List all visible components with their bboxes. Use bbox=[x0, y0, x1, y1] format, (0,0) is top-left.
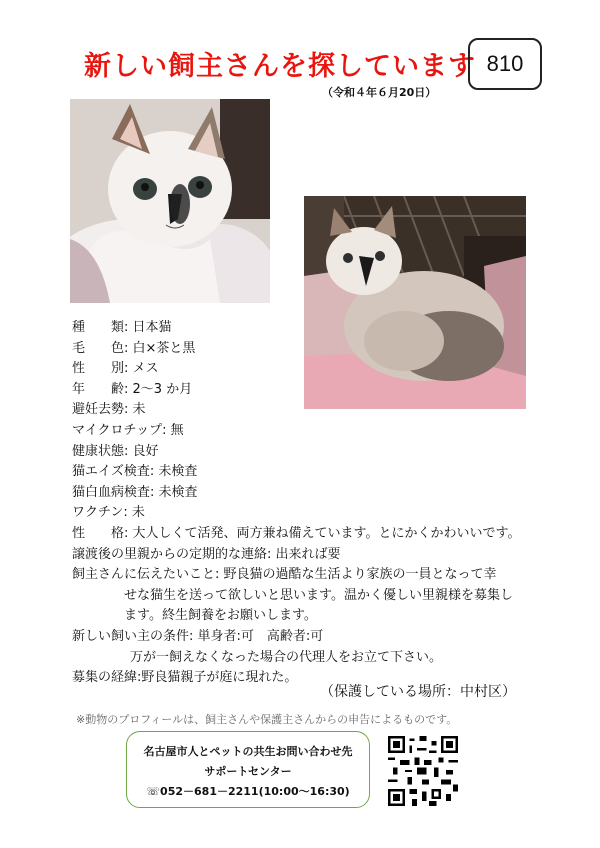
contact-box bbox=[126, 731, 370, 808]
id-number-box: 810 bbox=[468, 38, 542, 90]
cat-photo-held-image bbox=[70, 99, 270, 303]
disclaimer-note: ※動物のプロフィールは、飼主さんや保護主さんからの申告によるものです。 bbox=[76, 713, 458, 726]
profile-sex: 性 別: メス bbox=[72, 361, 159, 377]
profile-message-line2: せな猫生を送って欲しいと思います。温かく優しい里親様を募集し bbox=[124, 587, 513, 603]
shelter-location: （保護している場所：中村区） bbox=[320, 684, 516, 700]
cat-photo-held bbox=[70, 99, 270, 303]
contact-org: 名古屋市人とペットの共生お問い合わせ先 bbox=[143, 745, 353, 758]
profile-spay: 避妊去勢: 未 bbox=[72, 402, 146, 418]
qr-code[interactable] bbox=[388, 736, 458, 806]
profile-vaccine: ワクチン: 未 bbox=[72, 505, 145, 521]
profile-color: 毛 色: 白×茶と黒 bbox=[72, 340, 196, 356]
cat-profile bbox=[72, 318, 542, 689]
profile-microchip: マイクロチップ: 無 bbox=[72, 422, 184, 438]
profile-health: 健康状態: 良好 bbox=[72, 443, 159, 459]
profile-message: 飼主さんに伝えたいこと: 野良猫の過酷な生活より家族の一員となって幸 bbox=[72, 567, 497, 583]
posting-date: （令和４年６月20日） bbox=[322, 86, 437, 99]
contact-phone: ☏052－681－2211(10:00～16:30) bbox=[146, 785, 350, 798]
profile-personality: 性 格: 大人しくて活発、両方兼ね備えています。とにかくかわいいです。 bbox=[72, 525, 521, 541]
page-title: 新しい飼主さんを探しています bbox=[84, 51, 476, 82]
profile-message-line3: ます。終生飼養をお願いします。 bbox=[124, 608, 317, 624]
profile-age: 年 齢: 2～3 か月 bbox=[72, 381, 193, 397]
profile-history: 募集の経緯:野良猫親子が庭に現れた。 bbox=[72, 670, 298, 686]
profile-regular-contact: 譲渡後の里親からの定期的な連絡: 出来れば要 bbox=[72, 546, 341, 562]
profile-fiv-test: 猫エイズ検査: 未検査 bbox=[72, 464, 198, 480]
profile-conditions-line2: 万が一飼えなくなった場合の代理人をお立て下さい。 bbox=[130, 649, 443, 665]
profile-conditions: 新しい飼い主の条件: 単身者:可 高齢者:可 bbox=[72, 628, 324, 644]
profile-felv-test: 猫白血病検査: 未検査 bbox=[72, 484, 198, 500]
contact-center: サポートセンター bbox=[204, 765, 292, 778]
profile-species: 種 類: 日本猫 bbox=[72, 320, 172, 335]
